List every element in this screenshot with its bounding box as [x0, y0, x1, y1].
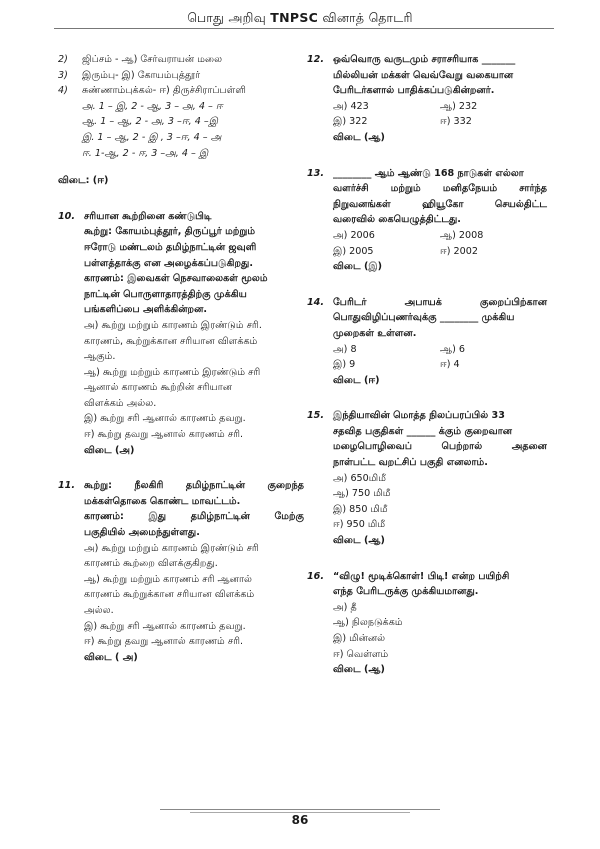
- option: ஆகும்.: [84, 351, 116, 363]
- answer: விடை (அ): [84, 444, 135, 456]
- header-divider: [54, 28, 554, 29]
- header-title-suffix: வினாத் தொடரி: [322, 10, 413, 25]
- option: அ) 650மிமீ: [333, 472, 386, 484]
- left-column: [58, 52, 304, 685]
- option: காரணம் கூற்றுக்கான சரியான விளக்கம்: [84, 589, 255, 601]
- option: இ) கூற்று சரி ஆனால் காரணம் தவறு.: [84, 413, 246, 425]
- option: ஆ) 6: [440, 343, 466, 355]
- question-stem: “விழு! மூடிக்கொள்! பிடி! என்ற பயிற்சி எந்த பேரிடருக்கு முக்கியமானது.: [333, 570, 510, 598]
- answer: விடை ( அ): [84, 651, 138, 663]
- question-stem: சரியான கூற்றினை கண்டுபிடி கூற்று: கோயம்புத்தூர், திருப்பூர் மற்றும் ஈரோடு மண்டலம் தமிழ்நாட்டின் ஜவுளி பள்ளத்தாக்கு என அழைக்கப்படுகிறது. காரணம்: இவைகள் நெசவாலைகள் மூலம் நாட்டின் பொருளாதாரத்திற்கு முக்கிய பங்களிப்பை அளிக்கின்றன.: [84, 210, 268, 316]
- question-16: [307, 569, 547, 678]
- answer: விடை (இ): [333, 261, 383, 273]
- option: ஈ) வெள்ளம்: [333, 648, 389, 660]
- answer: விடை (ஆ): [333, 664, 385, 676]
- option: ஈ. 1-ஆ, 2 - ஈ, 3 –அ, 4 – இ: [82, 147, 209, 159]
- option: ஆ. 1 – ஆ, 2 - அ, 3 –ஈ, 4 –இ: [82, 116, 218, 128]
- option-row: [333, 114, 547, 130]
- option: அ) தீ: [333, 601, 357, 613]
- option-row: [333, 244, 547, 260]
- question-number: 10.: [58, 210, 75, 222]
- match-item: 3) இரும்பு- இ) கோயம்புத்தூர்: [58, 69, 201, 81]
- page-header: [0, 10, 600, 27]
- question-number: 14.: [307, 296, 324, 308]
- question-number: 13.: [307, 167, 324, 179]
- option-row: [333, 228, 547, 244]
- header-title-bold: TNPSC: [270, 10, 319, 25]
- answer: விடை: (ஈ): [58, 175, 109, 187]
- question-10: [58, 209, 304, 459]
- question-number: 11.: [58, 480, 75, 492]
- option: அ. 1 – இ, 2 - ஆ, 3 – அ, 4 – ஈ: [82, 100, 223, 112]
- question-number: 16.: [307, 570, 324, 582]
- option-row: [333, 99, 547, 115]
- answer: விடை (ஆ): [333, 535, 385, 547]
- option: ஈ) 332: [440, 116, 472, 128]
- option: இ) 2005: [333, 245, 374, 257]
- match-item: 2) ஜிப்சம் - ஆ) சேர்வராயன் மலை: [58, 54, 223, 65]
- option: இ) 322: [333, 116, 368, 128]
- question-stem: பேரிடர் அபாயக் குறைப்பிற்கான பொதுவிழிப்புணர்வுக்கு ________ முக்கிய முறைகள் உள்ளன.: [333, 296, 547, 339]
- option: ஆ) 232: [440, 100, 478, 112]
- question-stem: கூற்று: நீலகிரி தமிழ்நாட்டின் குறைந்த மக்கள்தொகை கொண்ட மாவட்டம். காரணம்: இது தமிழ்நாட்டின் மேற்கு பகுதியில் அமைந்துள்ளது.: [84, 480, 304, 539]
- question-12: [307, 52, 547, 146]
- match-item: 4) சுண்ணாம்புக்கல்- ஈ) திருச்சிராப்பள்ளி: [58, 85, 246, 97]
- option: ஆ) கூற்று மற்றும் காரணம் இரண்டும் சரி: [84, 366, 261, 378]
- option: அ) 423: [333, 100, 369, 112]
- option-row: [333, 357, 547, 373]
- option: இ) 850 மிமீ: [333, 503, 388, 515]
- option: ஈ) 950 மிமீ: [333, 519, 386, 531]
- option: ஆ) நிலநடுக்கம்: [333, 617, 403, 629]
- right-column: [307, 52, 547, 698]
- answer: விடை (ஈ): [333, 374, 380, 386]
- question-number: 12.: [307, 54, 324, 65]
- option-row: [333, 342, 547, 358]
- option: ஈ) கூற்று தவறு ஆனால் காரணம் சரி.: [84, 636, 244, 648]
- option: அல்ல.: [84, 605, 114, 616]
- option: விளக்கம் அல்ல.: [84, 397, 157, 409]
- page-number: 86: [291, 813, 309, 827]
- option: ஆ) 2008: [440, 229, 484, 241]
- option: ஆ) 750 மிமீ: [333, 488, 391, 500]
- question-14: [307, 295, 547, 389]
- option: ஆனால் காரணம் கூற்றின் சரியான: [84, 382, 233, 394]
- option: ஈ) 4: [440, 359, 460, 371]
- question-11: [58, 478, 304, 665]
- option: இ) 9: [333, 359, 356, 371]
- question-number: 15.: [307, 410, 324, 422]
- header-title-prefix: பொது அறிவு: [187, 10, 266, 25]
- option: காரணம் கூற்றை விளக்குகிறது.: [84, 558, 218, 570]
- option: இ) மின்னல்: [333, 633, 386, 644]
- option: ஈ) 2002: [440, 245, 478, 257]
- question-13: [307, 166, 547, 275]
- question-15: [307, 408, 547, 548]
- option: அ) 8: [333, 343, 357, 355]
- question-stem: ஒவ்வொரு வருடமும் சராசரியாக _______ மில்லியன் மக்கள் வெவ்வேறு வகையான பேரிடர்களால் பாதிக்கப்படுகின்றனர்.: [333, 54, 516, 97]
- option: காரணம், கூற்றுக்கான சரியான விளக்கம்: [84, 335, 258, 347]
- option: இ. 1 – ஆ, 2 - இ , 3 –ஈ, 4 – அ: [82, 131, 222, 143]
- question-stem: இந்தியாவின் மொத்த நிலப்பரப்பில் 33 சதவித பகுதிகள் ______ க்கும் குறைவான மழைபொழிவைப் பெற்றால் அதனை நாள்பட்ட வறட்சிப் பகுதி எனலாம்.: [333, 410, 547, 469]
- option: அ) 2006: [333, 229, 375, 241]
- answer: விடை (ஆ): [333, 131, 385, 143]
- option: அ) கூற்று மற்றும் காரணம் இரண்டும் சரி: [84, 542, 259, 554]
- question-stem: ________ ஆம் ஆண்டு 168 நாடுகள் எல்லா வளர்ச்சி மற்றும் மனிதநேயம் சார்ந்த நிறுவனங்கள் ஹியூகோ செயல்திட்ட வரைவில் கையெழுத்திட்டது.: [333, 167, 547, 226]
- option: ஈ) கூற்று தவறு ஆனால் காரணம் சரி.: [84, 429, 244, 441]
- option: ஆ) கூற்று மற்றும் காரணம் சரி ஆனால்: [84, 573, 252, 585]
- option: இ) கூற்று சரி ஆனால் காரணம் தவறு.: [84, 620, 246, 632]
- option: அ) கூற்று மற்றும் காரணம் இரண்டும் சரி.: [84, 319, 262, 331]
- question-9-tail: [58, 52, 304, 189]
